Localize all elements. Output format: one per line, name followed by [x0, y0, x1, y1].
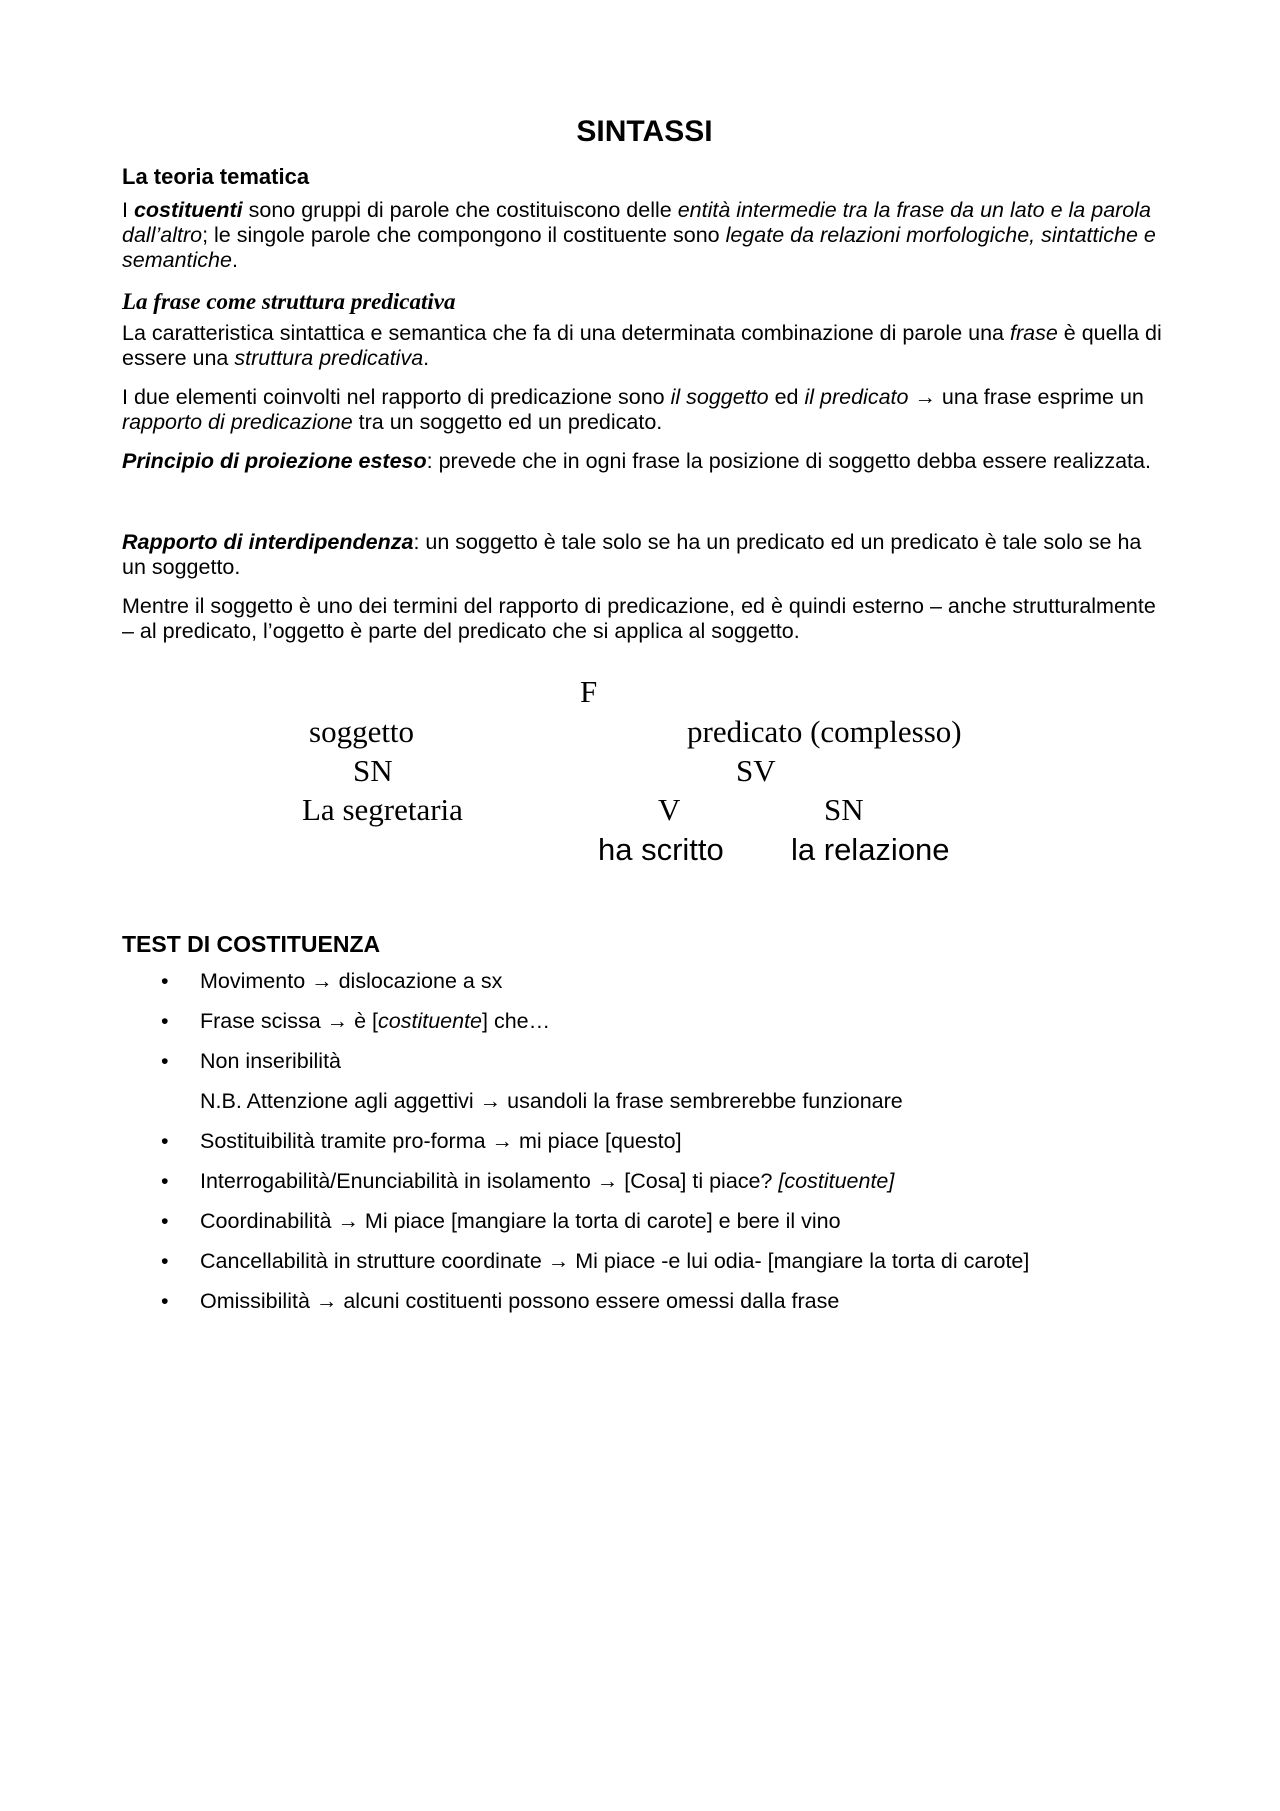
- list-item: • Movimento → dislocazione a sx: [161, 969, 503, 993]
- list-item: • Sostituibilità tramite pro-forma → mi piace [questo]: [161, 1129, 682, 1153]
- tree-label-soggetto: soggetto: [309, 714, 415, 749]
- tree-leaf-subject: La segretaria: [302, 792, 463, 827]
- spacer: [122, 488, 1167, 530]
- section-heading-frase-predicativa: La frase come struttura predicativa: [122, 289, 456, 314]
- list-item: • Interrogabilità/Enunciabilità in isolamento → [Cosa] ti piace? [costituente]: [161, 1169, 895, 1193]
- list-item: • Cancellabilità in strutture coordinate → Mi piace -e lui odia- [mangiare la torta di carote]: [161, 1249, 1030, 1273]
- list-item: • Non inseribilità: [161, 1049, 342, 1073]
- test-list: [122, 967, 1167, 1315]
- bullet: •: [161, 969, 169, 993]
- tree-label-predicato: predicato (complesso): [687, 714, 962, 749]
- paragraph-rapporto-predicazione: I due elementi coinvolti nel rapporto di predicazione sono il soggetto ed il predicato → una frase esprime un rapporto di predicazione tra un soggetto ed un predicato.: [122, 385, 1144, 434]
- list-item: • Frase scissa → è [costituente] che…: [161, 1009, 551, 1033]
- list-item: • Coordinabilità → Mi piace [mangiare la torta di carote] e bere il vino: [161, 1209, 841, 1233]
- syntax-tree: [122, 674, 1167, 929]
- paragraph-interdipendenza: Rapporto di interdipendenza: un soggetto è tale solo se ha un predicato ed un predicato è tale solo se ha un soggetto.: [122, 530, 1142, 579]
- tree-leaf-verb: ha scritto: [598, 832, 724, 867]
- tree-node-f: F: [580, 674, 598, 709]
- tree-leaf-object: la relazione: [791, 832, 950, 867]
- bullet: •: [161, 1209, 169, 1233]
- tree-node-v: V: [658, 792, 681, 827]
- bullet: •: [161, 1009, 169, 1033]
- term-costituenti: costituenti: [133, 198, 243, 222]
- paragraph-oggetto: Mentre il soggetto è uno dei termini del rapporto di predicazione, ed è quindi esterno – anche strutturalmente – al predicato, l’oggetto è parte del predicato che si applica al soggetto.: [122, 594, 1156, 643]
- document-page: [122, 112, 1167, 1327]
- bullet: •: [161, 1249, 169, 1273]
- paragraph-struttura-predicativa: La caratteristica sintattica e semantica che fa di una determinata combinazione di parole una frase è quella di essere una struttura predicativa.: [122, 321, 1162, 370]
- paragraph-principio-proiezione: Principio di proiezione esteso: prevede che in ogni frase la posizione di soggetto debba essere realizzata.: [122, 449, 1151, 473]
- bullet: •: [161, 1169, 169, 1193]
- section-heading-test-costituenza: TEST DI COSTITUENZA: [122, 931, 381, 957]
- list-note: N.B. Attenzione agli aggettivi → usandoli la frase sembrerebbe funzionare: [200, 1089, 903, 1113]
- list-item: • Omissibilità → alcuni costituenti possono essere omessi dalla frase: [161, 1289, 840, 1313]
- bullet: •: [161, 1049, 169, 1073]
- bullet: •: [161, 1289, 169, 1313]
- tree-node-sn-subject: SN: [353, 753, 393, 788]
- tree-node-sn-object: SN: [824, 792, 864, 827]
- tree-node-sv: SV: [736, 753, 776, 788]
- paragraph-costituenti: I costituenti sono gruppi di parole che costituiscono delle entità intermedie tra la frase da un lato e la parola dall’altro; le singole parole che compongono il costituente sono legate da relazioni morfologiche, sintattiche e semantiche.: [122, 198, 1156, 272]
- bullet: •: [161, 1129, 169, 1153]
- section-heading-teoria-tematica: La teoria tematica: [122, 164, 310, 189]
- page-title: SINTASSI: [576, 115, 713, 148]
